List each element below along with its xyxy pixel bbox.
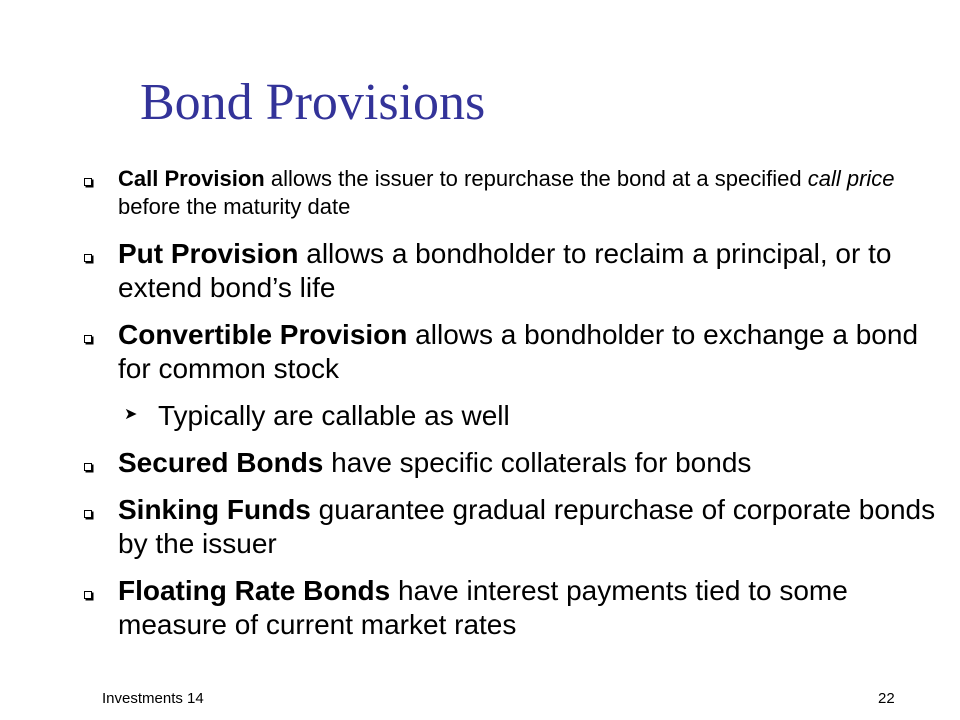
bullet-sinking-funds <box>84 493 944 561</box>
bullet-put-provision <box>84 237 944 305</box>
bullet-text: guarantee gradual repurchase of corporate bonds by the issuer <box>118 494 936 559</box>
slide-title: Bond Provisions <box>140 74 486 131</box>
bullet-text: have interest payments tied to some measure of current market rates <box>118 575 848 640</box>
bullet-text: before the maturity date <box>118 194 351 219</box>
bullet-floating-rate-bonds <box>84 574 944 642</box>
bullet-call-provision <box>84 165 944 221</box>
bullet-term: Floating Rate Bonds <box>118 575 391 606</box>
square-bullet-icon <box>84 510 92 518</box>
bullet-convertible-provision <box>84 318 944 386</box>
bullet-term: Secured Bonds <box>118 447 324 478</box>
bullet-text: allows the issuer to repurchase the bond at a specified <box>264 166 808 191</box>
bullet-text: allows a bondholder to reclaim a principal, or to extend bond’s life <box>118 238 892 303</box>
bullet-term: Call Provision <box>118 166 265 191</box>
square-bullet-icon <box>84 463 92 471</box>
square-bullet-icon <box>84 591 92 599</box>
square-bullet-icon <box>84 178 92 186</box>
page-number: 22 <box>878 690 895 707</box>
bullet-term: Convertible Provision <box>118 319 408 350</box>
bullet-text: allows a bondholder to exchange a bond for common stock <box>118 319 919 384</box>
square-bullet-icon <box>84 335 92 343</box>
square-bullet-icon <box>84 254 92 262</box>
bullet-list <box>84 165 944 655</box>
bullet-secured-bonds <box>84 446 944 480</box>
bullet-text: have specific collaterals for bonds <box>323 447 752 478</box>
bullet-term: Sinking Funds <box>118 494 311 525</box>
sub-bullet-text: Typically are callable as well <box>158 400 510 431</box>
sub-bullet-callable <box>84 399 944 433</box>
footer-course-label: Investments 14 <box>102 690 204 707</box>
bullet-term: Put Provision <box>118 238 299 269</box>
bullet-italic-term: call price <box>807 166 895 191</box>
arrow-bullet-icon: ➤ <box>124 406 138 423</box>
